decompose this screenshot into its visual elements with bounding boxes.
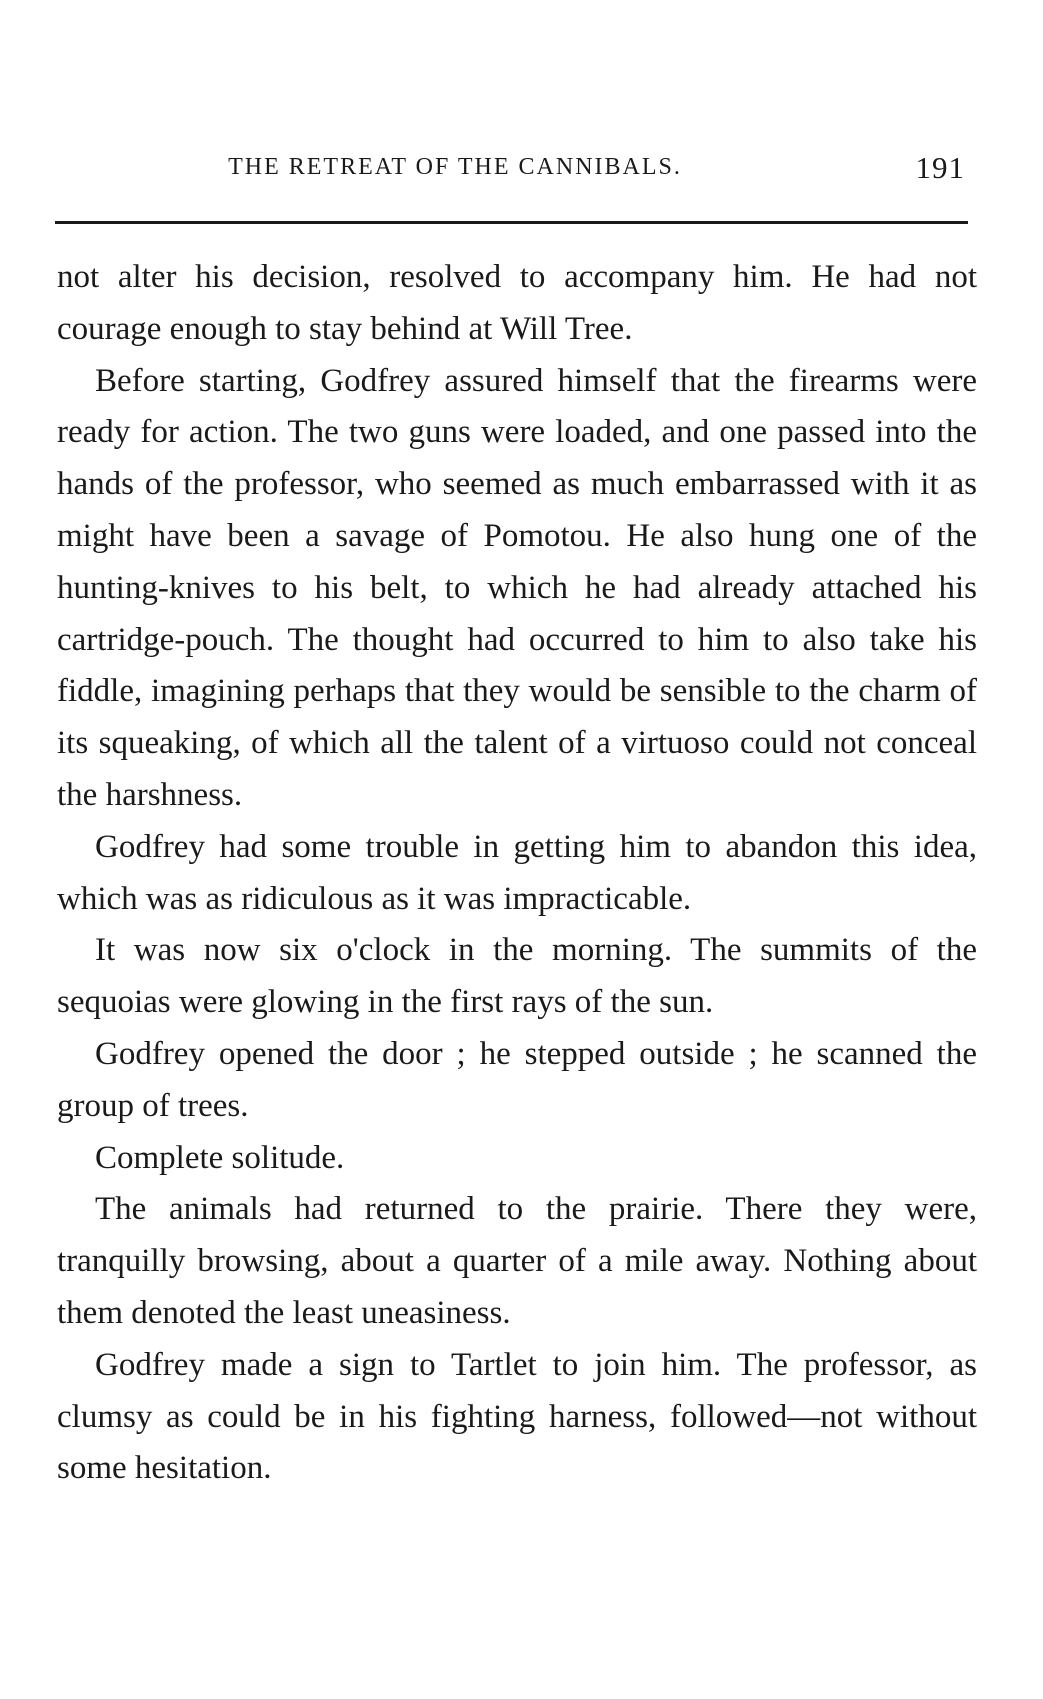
running-head (55, 150, 975, 190)
paragraph: Complete solitude. (95, 1139, 345, 1176)
paragraph: not alter his decision, resolved to accompany him. He had not courage enough to stay behind at Will Tree. (57, 259, 977, 347)
header-rule (55, 221, 968, 224)
page-number: 191 (915, 150, 965, 185)
paragraph: Godfrey made a sign to Tartlet to join him. The professor, as clumsy as could be in his fighting harness, followed—not without some hesitation. (57, 1346, 977, 1487)
running-title: THE RETREAT OF THE CANNIBALS. (228, 154, 682, 180)
paragraph: The animals had returned to the prairie. There they were, tranquilly browsing, about a quarter of a mile away. Nothing about them denoted the least uneasiness. (57, 1191, 977, 1331)
paragraph: It was now six o'clock in the morning. The summits of the sequoias were glowing in the first rays of the sun. (57, 932, 977, 1021)
body-text (57, 252, 977, 1495)
paragraph: Before starting, Godfrey assured himself that the firearms were ready for action. The two guns were loaded, and one passed into the hands of the professor, who seemed as much embarrassed with it as might have been a savage of Pomotou. He also hung one of the hunting-knives to his belt, to which he had already attached his cartridge-pouch. The thought had occurred to him to also take his fiddle, imagining perhaps that they would be sensible to the charm of its squeaking, of which all the talent of a virtuoso could not conceal the harshness. (57, 362, 977, 813)
paragraph: Godfrey had some trouble in getting him to abandon this idea, which was as ridiculous as it was impracticable. (57, 828, 977, 917)
paragraph: Godfrey opened the door ; he stepped outside ; he scanned the group of trees. (57, 1035, 977, 1124)
